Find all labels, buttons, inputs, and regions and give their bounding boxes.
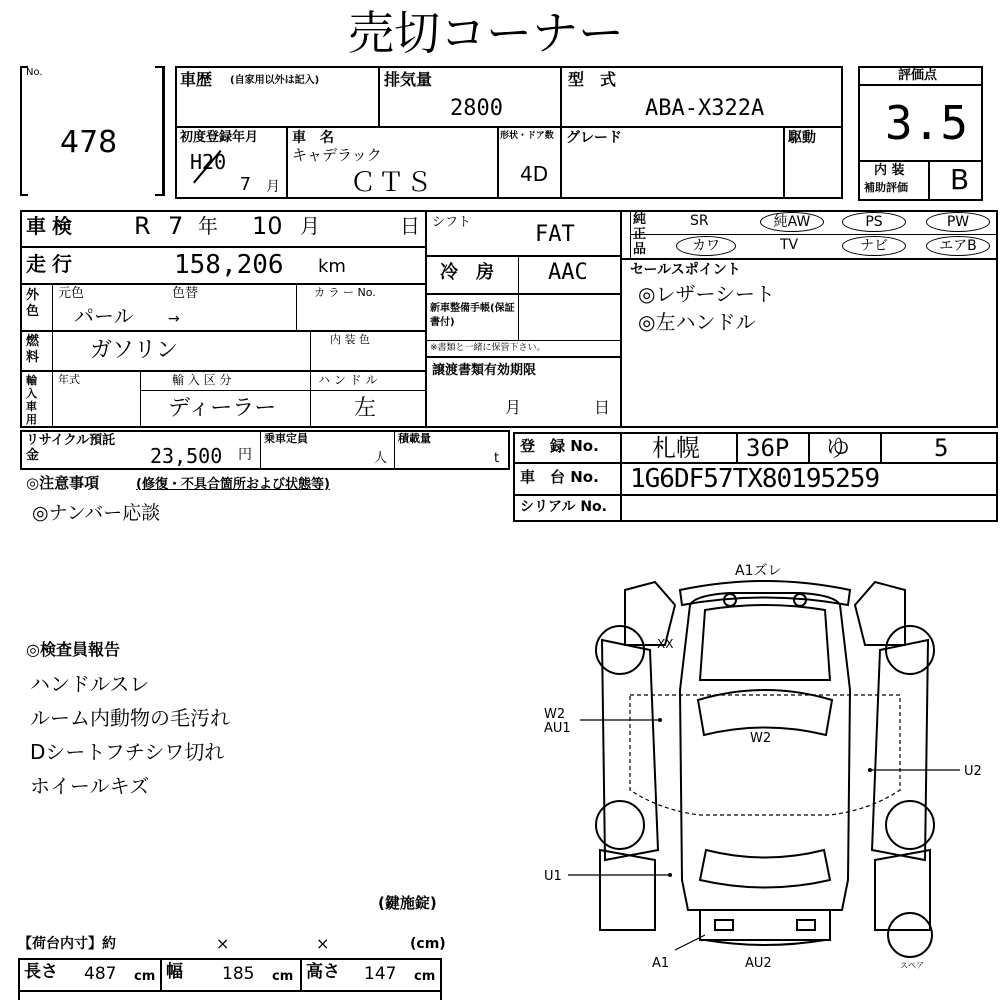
cargo-height-label: 高さ — [306, 962, 340, 982]
transfer-label: 譲渡書類有効期限 — [432, 363, 537, 378]
color-orig-value: パール — [74, 304, 134, 328]
shift-value: FAT — [535, 222, 575, 247]
inspection-year-unit: 年 — [198, 214, 218, 238]
key-label: (鍵施錠) — [378, 894, 437, 912]
cargo-length-label: 長さ — [24, 962, 58, 982]
interior-score-label-bottom: 補助評価 — [864, 181, 908, 194]
inspection-year: 7 — [168, 212, 184, 240]
inspection-day-unit: 日 — [400, 214, 420, 238]
diagram-label-au2: AU2 — [745, 956, 772, 971]
mileage-label: 走行 — [26, 252, 78, 276]
sales-point-1: ◎レザーシート — [638, 282, 776, 306]
import-division-value: ディーラー — [168, 396, 277, 421]
recycle-value: 23,500 — [150, 444, 223, 468]
equipment-ps: PS — [842, 212, 906, 232]
interior-score-label-top: 内 装 — [874, 163, 905, 178]
chassis-label: 車 台 No. — [520, 468, 599, 486]
doors-value: 4D — [520, 162, 549, 186]
notes-item-1: ◎ナンバー応談 — [32, 502, 161, 524]
cargo-width: 185 — [222, 964, 255, 984]
mileage-value: 158,206 — [174, 250, 284, 280]
fuel-label: 燃料 — [26, 334, 40, 365]
doors-label: 形状・ドア数 — [500, 131, 554, 141]
cargo-width-cm: cm — [272, 969, 294, 984]
import-handle-label: ハ ン ド ル — [318, 373, 378, 387]
registration-area: 札幌 — [652, 434, 700, 462]
inspector-item-4: ホイールキズ — [30, 774, 150, 798]
shift-label: シフト — [432, 215, 472, 230]
inspection-label: 車検 — [26, 214, 78, 238]
import-handle-value: 左 — [354, 396, 377, 421]
drive-label: 駆動 — [788, 130, 816, 146]
chassis-value: 1G6DF57TX80195259 — [630, 464, 880, 494]
inspection-era: R — [134, 212, 151, 240]
import-label: 輸入車用 — [26, 374, 37, 426]
equipment-airbag: エアB — [926, 236, 990, 256]
warranty-note: ※書類と一緒に保管下さい。 — [430, 343, 546, 353]
grade-label: グレード — [566, 130, 622, 146]
diagram-label-u2: U2 — [964, 764, 982, 779]
car-name: ＣＴＳ — [350, 168, 435, 198]
cargo-height: 147 — [364, 964, 397, 984]
score-label: 評価点 — [898, 68, 938, 83]
model-label: 型 式 — [568, 70, 617, 89]
car-damage-diagram — [530, 550, 1000, 1000]
color-orig-label: 元色 — [58, 286, 85, 301]
equipment-sr: SR — [690, 213, 709, 229]
equipment-leather: カワ — [676, 236, 736, 256]
import-year-label: 年式 — [58, 373, 80, 386]
notes-label: ◎注意事項 — [26, 474, 100, 492]
transfer-day-unit: 日 — [594, 398, 611, 417]
displacement-value: 2800 — [450, 96, 503, 121]
recycle-unit: 円 — [238, 447, 252, 463]
equipment-tv: TV — [780, 237, 799, 253]
diagram-label-w2-center: W2 — [750, 731, 772, 746]
cargo-height-cm: cm — [414, 969, 436, 984]
equipment-alloy-wheels: 純AW — [760, 212, 824, 232]
cargo-unit-header: (cm) — [410, 936, 446, 952]
page-title: 売切コーナー — [348, 6, 624, 60]
diagram-label-spare: スペア — [900, 961, 924, 970]
warranty-label: 新車整備手帳(保証書付) — [430, 303, 515, 328]
lot-label: No. — [26, 67, 43, 78]
inspection-month: 10 — [252, 212, 283, 240]
first-reg-era: H20 — [190, 150, 227, 174]
color-change-label: 色替 — [172, 286, 199, 301]
notes-sub: (修復・不具合箇所および状態等) — [136, 477, 330, 492]
diagram-label-a1-bottom: A1 — [652, 956, 670, 971]
interior-color-label: 内 装 色 — [330, 333, 370, 346]
registration-kana: ゆ — [826, 434, 850, 462]
mileage-unit: km — [318, 256, 346, 277]
history-label: 車歴 — [180, 70, 213, 89]
serial-label: シリアル No. — [520, 499, 607, 515]
equipment-label: 純正品 — [633, 212, 647, 257]
cargo-x2: × — [316, 934, 330, 953]
displacement-label: 排気量 — [384, 70, 433, 89]
load-unit: t — [494, 451, 500, 466]
interior-score-value: B — [950, 163, 970, 196]
first-reg-label: 初度登録年月 — [180, 130, 259, 145]
lot-number: 478 — [60, 125, 118, 160]
cargo-length: 487 — [84, 964, 117, 984]
model-value: ABA-X322A — [645, 96, 765, 121]
diagram-label-a1-top: A1ズレ — [735, 563, 782, 579]
ac-label: 冷 房 — [440, 262, 494, 283]
inspection-month-unit: 月 — [300, 214, 320, 238]
equipment-navi: ナビ — [842, 236, 906, 256]
capacity-unit: 人 — [374, 451, 388, 466]
cargo-label: 【荷台内寸】約 — [18, 936, 116, 952]
first-reg-month-unit: 月 — [266, 179, 280, 195]
import-division-label: 輸 入 区 分 — [172, 373, 232, 387]
capacity-label: 乗車定員 — [264, 432, 308, 445]
registration-class: 36P — [746, 434, 790, 462]
equipment-pw: PW — [926, 212, 990, 232]
transfer-month-unit: 月 — [505, 398, 522, 417]
diagram-label-u1: U1 — [544, 869, 562, 884]
history-note: (自家用以外は記入) — [230, 75, 320, 86]
score-value: 3.5 — [885, 96, 969, 150]
inspector-item-1: ハンドルスレ — [30, 672, 150, 696]
diagram-label-au1: AU1 — [544, 721, 571, 736]
cargo-length-cm: cm — [134, 969, 156, 984]
car-name-label: 車 名 — [292, 130, 334, 146]
first-reg-month: 7 — [240, 174, 251, 195]
sales-points-label: セールスポイント — [630, 262, 741, 278]
cargo-width-label: 幅 — [166, 962, 183, 982]
car-maker: キャデラック — [292, 146, 382, 164]
inspector-item-2: ルーム内動物の毛汚れ — [30, 706, 230, 730]
color-arrow: → — [168, 311, 180, 327]
color-label: 外色 — [26, 288, 40, 319]
registration-number: 5 — [934, 434, 949, 462]
ac-value: AAC — [548, 260, 588, 285]
diagram-label-xx: XX — [657, 637, 674, 651]
load-label: 積載量 — [398, 432, 431, 445]
cargo-x1: × — [216, 934, 230, 953]
inspector-item-3: Dシートフチシワ切れ — [30, 740, 225, 764]
diagram-label-w2-left: W2 — [544, 707, 566, 722]
sales-point-2: ◎左ハンドル — [638, 310, 756, 334]
fuel-value: ガソリン — [90, 338, 179, 363]
inspector-label: ◎検査員報告 — [26, 640, 120, 659]
registration-label: 登 録 No. — [520, 437, 599, 455]
recycle-label: リサイクル預託金 — [26, 433, 116, 463]
color-code-label: カ ラ ー No. — [314, 286, 376, 299]
